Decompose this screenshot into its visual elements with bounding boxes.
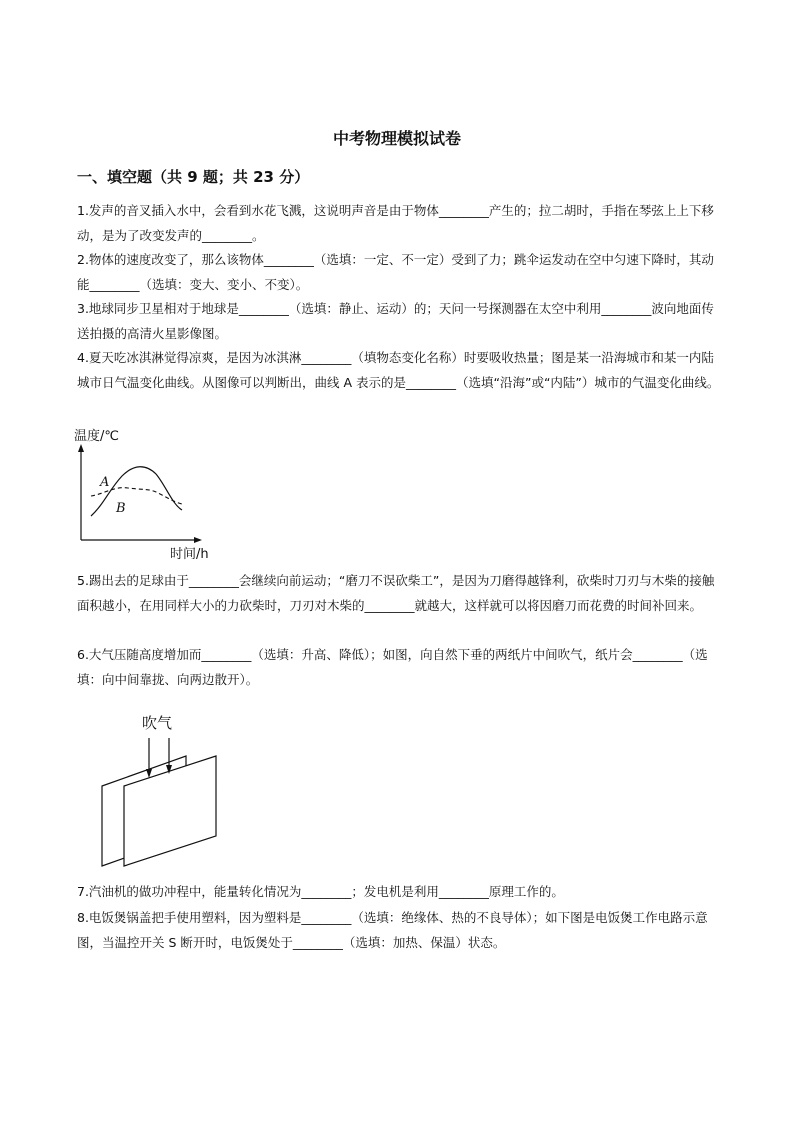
paper-blowing-figure <box>96 708 226 868</box>
front-paper-sheet <box>124 756 216 866</box>
question-5: 5.踢出去的足球由于________会继续向前运动；“磨刀不误砍柴工”，是因为刀磨得越锋利，砍柴时刀刃与木柴的接触面积越小，在用同样大小的力砍柴时，刀刃对木柴的________就越大，这样就可以将因磨刀而花费的时间补回来。 <box>77 573 715 613</box>
blow-label: 吹气 <box>142 714 173 732</box>
question-2: 2.物体的速度改变了，那么该物体________（选填：一定、不一定）受到了力；跳伞运发动在空中匀速下降时，其动能________（选填：变大、变小、不变）。 <box>77 252 714 292</box>
graph-x-label: 时间/h <box>170 547 209 562</box>
curve-b-label: B <box>116 501 126 516</box>
graph-y-label: 温度/℃ <box>74 429 119 444</box>
curve-b <box>91 488 182 504</box>
curve-a-label: A <box>100 475 110 490</box>
page-title: 中考物理模拟试卷 <box>332 129 461 148</box>
x-axis-arrow <box>194 537 202 543</box>
question-3: 3.地球同步卫星相对于地球是________（选填：静止、运动）的；天问一号探测器在太空中利用________波向地面传送拍摄的高清火星影像图。 <box>77 301 714 341</box>
question-8: 8.电饭煲锅盖把手使用塑料，因为塑料是________（选填：绝缘体、热的不良导体）；如下图是电饭煲工作电路示意图，当温控开关 S 断开时，电饭煲处于________（选填：加热、保温）状态。 <box>77 910 708 950</box>
section-heading: 一、填空题（共 9 题；共 23 分） <box>77 168 310 186</box>
question-6: 6.大气压随高度增加而________（选填：升高、降低）；如图，向自然下垂的两纸片中间吹气，纸片会________（选填：向中间靠拢、向两边散开）。 <box>77 647 708 687</box>
question-1: 1.发声的音叉插入水中，会看到水花飞溅，这说明声音是由于物体________产生的；拉二胡时，手指在琴弦上上下移动，是为了改变发声的________。 <box>77 203 714 243</box>
temperature-graph <box>74 424 224 564</box>
y-axis-arrow <box>78 444 84 452</box>
question-7: 7.汽油机的做功冲程中，能量转化情况为________；发电机是利用________原理工作的。 <box>77 884 564 899</box>
question-4: 4.夏天吃冰淇淋觉得凉爽，是因为冰淇淋________（填物态变化名称）时要吸收热量；图是某一沿海城市和某一内陆城市日气温变化曲线。从图像可以判断出，曲线 A 表示的是________（选填“沿海”或“内陆”）城市的气温变化曲线。 <box>77 350 720 390</box>
